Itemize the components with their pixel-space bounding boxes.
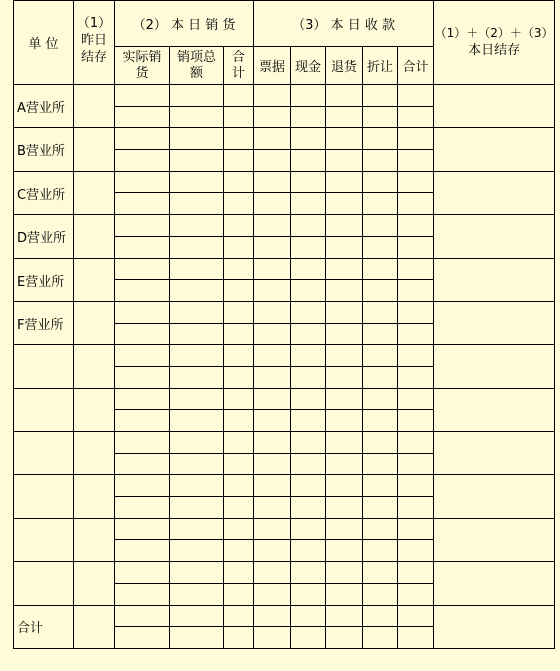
actual-sales-cell[interactable]	[115, 410, 170, 432]
unit-label-cell	[14, 432, 74, 475]
output-tax-total-cell[interactable]	[170, 540, 224, 562]
total-sales-subtotal-cell[interactable]	[224, 627, 254, 649]
output-tax-total-cell[interactable]	[170, 432, 224, 454]
yesterday-balance-cell[interactable]	[74, 85, 115, 128]
table-row	[14, 258, 555, 280]
table-row	[14, 128, 555, 150]
notes-receipt-cell[interactable]	[254, 540, 291, 562]
cash-receipt-cell[interactable]	[291, 475, 326, 497]
total-row	[14, 605, 555, 627]
notes-receipt-header: 票据	[254, 47, 291, 85]
today-balance-cell[interactable]	[434, 388, 555, 431]
total-cash-cell[interactable]	[291, 605, 326, 627]
discount-cell[interactable]	[363, 475, 398, 497]
sales-subtotal-cell[interactable]	[224, 193, 254, 215]
total-notes-cell[interactable]	[254, 627, 291, 649]
cash-receipt-cell[interactable]	[291, 497, 326, 519]
cash-receipt-cell[interactable]	[291, 540, 326, 562]
actual-sales-cell[interactable]	[115, 150, 170, 172]
unit-label-cell: E营业所	[14, 258, 74, 301]
notes-receipt-cell[interactable]	[254, 280, 291, 302]
cash-receipt-cell[interactable]	[291, 106, 326, 128]
output-tax-total-cell[interactable]	[170, 410, 224, 432]
receipts-subtotal-cell[interactable]	[398, 388, 434, 410]
returns-cell[interactable]	[326, 432, 363, 454]
receipts-subtotal-cell[interactable]	[398, 106, 434, 128]
returns-cell[interactable]	[326, 150, 363, 172]
discount-cell[interactable]	[363, 453, 398, 475]
sales-subtotal-cell[interactable]	[224, 106, 254, 128]
today-balance-cell[interactable]	[434, 215, 555, 258]
receipts-subtotal-cell[interactable]	[398, 323, 434, 345]
cash-receipt-cell[interactable]	[291, 366, 326, 388]
yesterday-balance-label: 昨日结存	[80, 33, 107, 65]
notes-receipt-cell[interactable]	[254, 171, 291, 193]
actual-sales-cell[interactable]	[115, 128, 170, 150]
table-row	[14, 388, 555, 410]
returns-cell[interactable]	[326, 453, 363, 475]
sales-subtotal-cell[interactable]	[224, 497, 254, 519]
cash-receipt-cell[interactable]	[291, 128, 326, 150]
total-actual-sales-cell[interactable]	[115, 605, 170, 627]
output-tax-total-cell[interactable]	[170, 150, 224, 172]
actual-sales-cell[interactable]	[115, 388, 170, 410]
output-tax-total-cell[interactable]	[170, 518, 224, 540]
yesterday-balance-cell[interactable]	[74, 345, 115, 388]
receipts-subtotal-cell[interactable]	[398, 301, 434, 323]
output-tax-total-cell[interactable]	[170, 583, 224, 605]
cash-receipt-cell[interactable]	[291, 345, 326, 367]
receipts-subtotal-cell[interactable]	[398, 215, 434, 237]
returns-cell[interactable]	[326, 540, 363, 562]
receipts-subtotal-cell[interactable]	[398, 258, 434, 280]
sales-subtotal-cell[interactable]	[224, 562, 254, 584]
actual-sales-cell[interactable]	[115, 475, 170, 497]
total-discount-cell[interactable]	[363, 605, 398, 627]
discount-cell[interactable]	[363, 518, 398, 540]
sales-subtotal-cell[interactable]	[224, 388, 254, 410]
cash-receipt-cell[interactable]	[291, 432, 326, 454]
discount-cell[interactable]	[363, 150, 398, 172]
discount-cell[interactable]	[363, 258, 398, 280]
yesterday-balance-cell[interactable]	[74, 301, 115, 344]
discount-cell[interactable]	[363, 562, 398, 584]
returns-cell[interactable]	[326, 171, 363, 193]
actual-sales-cell[interactable]	[115, 280, 170, 302]
total-returns-cell[interactable]	[326, 605, 363, 627]
yesterday-balance-header	[74, 1, 115, 85]
today-balance-cell[interactable]	[434, 85, 555, 128]
discount-cell[interactable]	[363, 366, 398, 388]
notes-receipt-cell[interactable]	[254, 562, 291, 584]
receipts-subtotal-cell[interactable]	[398, 497, 434, 519]
notes-receipt-cell[interactable]	[254, 388, 291, 410]
table-row	[14, 345, 555, 367]
sales-subtotal-cell[interactable]	[224, 301, 254, 323]
receipts-subtotal-cell[interactable]	[398, 280, 434, 302]
unit-label-cell	[14, 518, 74, 561]
notes-receipt-cell[interactable]	[254, 583, 291, 605]
table-row	[14, 215, 555, 237]
discount-cell[interactable]	[363, 410, 398, 432]
receipts-subtotal-cell[interactable]	[398, 518, 434, 540]
actual-sales-cell[interactable]	[115, 171, 170, 193]
returns-header: 退货	[326, 47, 363, 85]
output-tax-total-cell[interactable]	[170, 345, 224, 367]
notes-receipt-cell[interactable]	[254, 323, 291, 345]
actual-sales-cell[interactable]	[115, 193, 170, 215]
cash-receipt-cell[interactable]	[291, 562, 326, 584]
discount-header: 折让	[363, 47, 398, 85]
actual-sales-cell[interactable]	[115, 366, 170, 388]
notes-receipt-cell[interactable]	[254, 518, 291, 540]
total-cash-cell[interactable]	[291, 627, 326, 649]
actual-sales-cell[interactable]	[115, 540, 170, 562]
discount-cell[interactable]	[363, 106, 398, 128]
sales-subtotal-cell[interactable]	[224, 171, 254, 193]
cash-receipt-cell[interactable]	[291, 280, 326, 302]
output-tax-total-header: 销项总额	[170, 47, 224, 85]
receipts-subtotal-cell[interactable]	[398, 453, 434, 475]
today-balance-cell[interactable]	[434, 345, 555, 388]
cash-receipt-cell[interactable]	[291, 171, 326, 193]
receipts-subtotal-cell[interactable]	[398, 410, 434, 432]
notes-receipt-cell[interactable]	[254, 128, 291, 150]
unit-header: 单 位	[14, 1, 74, 85]
receipts-subtotal-cell[interactable]	[398, 583, 434, 605]
actual-sales-cell[interactable]	[115, 301, 170, 323]
yesterday-balance-cell[interactable]	[74, 518, 115, 561]
sales-subtotal-cell[interactable]	[224, 323, 254, 345]
cash-receipt-cell[interactable]	[291, 453, 326, 475]
returns-cell[interactable]	[326, 280, 363, 302]
yesterday-balance-cell[interactable]	[74, 128, 115, 171]
returns-cell[interactable]	[326, 236, 363, 258]
sales-subtotal-cell[interactable]	[224, 432, 254, 454]
actual-sales-cell[interactable]	[115, 583, 170, 605]
table-row	[14, 171, 555, 193]
table-row	[14, 301, 555, 323]
cash-receipt-cell[interactable]	[291, 150, 326, 172]
cash-receipt-cell[interactable]	[291, 236, 326, 258]
output-tax-total-cell[interactable]	[170, 497, 224, 519]
total-receipts-subtotal-cell[interactable]	[398, 605, 434, 627]
discount-cell[interactable]	[363, 432, 398, 454]
yesterday-balance-cell[interactable]	[74, 171, 115, 214]
notes-receipt-cell[interactable]	[254, 366, 291, 388]
cash-receipt-cell[interactable]	[291, 301, 326, 323]
yesterday-balance-cell[interactable]	[74, 562, 115, 605]
receipts-subtotal-cell[interactable]	[398, 236, 434, 258]
yesterday-balance-cell[interactable]	[74, 215, 115, 258]
discount-cell[interactable]	[363, 128, 398, 150]
discount-cell[interactable]	[363, 280, 398, 302]
sales-subtotal-cell[interactable]	[224, 583, 254, 605]
unit-label-cell	[14, 475, 74, 518]
today-balance-header	[434, 1, 555, 85]
returns-cell[interactable]	[326, 518, 363, 540]
returns-cell[interactable]	[326, 193, 363, 215]
daily-sales-ledger-table	[13, 0, 555, 649]
sales-subtotal-cell[interactable]	[224, 280, 254, 302]
sales-subtotal-header: 合计	[224, 47, 254, 85]
sales-subtotal-cell[interactable]	[224, 410, 254, 432]
total-receipts-subtotal-cell[interactable]	[398, 627, 434, 649]
cash-receipt-cell[interactable]	[291, 258, 326, 280]
actual-sales-cell[interactable]	[115, 106, 170, 128]
notes-receipt-cell[interactable]	[254, 150, 291, 172]
unit-label-cell: A营业所	[14, 85, 74, 128]
returns-cell[interactable]	[326, 128, 363, 150]
today-balance-formula: （1）＋（2）＋（3）	[434, 26, 554, 40]
notes-receipt-cell[interactable]	[254, 236, 291, 258]
returns-cell[interactable]	[326, 323, 363, 345]
receipts-subtotal-cell[interactable]	[398, 171, 434, 193]
discount-cell[interactable]	[363, 215, 398, 237]
output-tax-total-cell[interactable]	[170, 171, 224, 193]
cash-receipt-cell[interactable]	[291, 388, 326, 410]
returns-cell[interactable]	[326, 258, 363, 280]
receipts-subtotal-header: 合计	[398, 47, 434, 85]
table-row	[14, 475, 555, 497]
unit-label-cell	[14, 388, 74, 431]
output-tax-total-cell[interactable]	[170, 323, 224, 345]
actual-sales-cell[interactable]	[115, 453, 170, 475]
discount-cell[interactable]	[363, 171, 398, 193]
total-notes-cell[interactable]	[254, 605, 291, 627]
returns-cell[interactable]	[326, 497, 363, 519]
yesterday-balance-cell[interactable]	[74, 388, 115, 431]
sales-subtotal-cell[interactable]	[224, 366, 254, 388]
sales-subtotal-cell[interactable]	[224, 345, 254, 367]
table-row	[14, 85, 555, 107]
output-tax-total-cell[interactable]	[170, 215, 224, 237]
notes-receipt-cell[interactable]	[254, 106, 291, 128]
notes-receipt-cell[interactable]	[254, 85, 291, 107]
receipts-subtotal-cell[interactable]	[398, 193, 434, 215]
returns-cell[interactable]	[326, 583, 363, 605]
sales-subtotal-cell[interactable]	[224, 215, 254, 237]
sales-subtotal-cell[interactable]	[224, 85, 254, 107]
output-tax-total-cell[interactable]	[170, 193, 224, 215]
unit-label-cell	[14, 562, 74, 605]
today-receipts-header: （3） 本 日 收 款	[254, 1, 434, 47]
receipts-subtotal-cell[interactable]	[398, 345, 434, 367]
output-tax-total-cell[interactable]	[170, 128, 224, 150]
actual-sales-cell[interactable]	[115, 345, 170, 367]
discount-cell[interactable]	[363, 540, 398, 562]
cash-receipt-cell[interactable]	[291, 583, 326, 605]
sales-subtotal-cell[interactable]	[224, 453, 254, 475]
notes-receipt-cell[interactable]	[254, 301, 291, 323]
yesterday-balance-cell[interactable]	[74, 258, 115, 301]
notes-receipt-cell[interactable]	[254, 453, 291, 475]
yesterday-balance-cell[interactable]	[74, 475, 115, 518]
sales-subtotal-cell[interactable]	[224, 540, 254, 562]
today-balance-cell[interactable]	[434, 301, 555, 344]
receipts-subtotal-cell[interactable]	[398, 128, 434, 150]
table-row	[14, 432, 555, 454]
total-today-balance-cell[interactable]	[434, 605, 555, 649]
actual-sales-cell[interactable]	[115, 432, 170, 454]
unit-label-cell: B营业所	[14, 128, 74, 171]
total-yesterday-balance-cell[interactable]	[74, 605, 115, 649]
table-row	[14, 518, 555, 540]
discount-cell[interactable]	[363, 583, 398, 605]
returns-cell[interactable]	[326, 301, 363, 323]
sales-subtotal-cell[interactable]	[224, 518, 254, 540]
today-balance-label: 本日结存	[468, 43, 521, 58]
returns-cell[interactable]	[326, 366, 363, 388]
notes-receipt-cell[interactable]	[254, 475, 291, 497]
output-tax-total-cell[interactable]	[170, 106, 224, 128]
total-output-tax-cell[interactable]	[170, 605, 224, 627]
actual-sales-cell[interactable]	[115, 215, 170, 237]
receipts-subtotal-cell[interactable]	[398, 432, 434, 454]
total-returns-cell[interactable]	[326, 627, 363, 649]
actual-sales-header: 实际销货	[115, 47, 170, 85]
today-balance-cell[interactable]	[434, 128, 555, 171]
output-tax-total-cell[interactable]	[170, 453, 224, 475]
total-discount-cell[interactable]	[363, 627, 398, 649]
output-tax-total-cell[interactable]	[170, 258, 224, 280]
receipts-subtotal-cell[interactable]	[398, 366, 434, 388]
discount-cell[interactable]	[363, 388, 398, 410]
returns-cell[interactable]	[326, 345, 363, 367]
notes-receipt-cell[interactable]	[254, 215, 291, 237]
returns-cell[interactable]	[326, 106, 363, 128]
yesterday-balance-index: （1）	[76, 16, 112, 31]
sales-subtotal-cell[interactable]	[224, 236, 254, 258]
output-tax-total-cell[interactable]	[170, 280, 224, 302]
output-tax-total-cell[interactable]	[170, 366, 224, 388]
receipts-subtotal-cell[interactable]	[398, 85, 434, 107]
output-tax-total-cell[interactable]	[170, 85, 224, 107]
output-tax-total-cell[interactable]	[170, 388, 224, 410]
discount-cell[interactable]	[363, 345, 398, 367]
output-tax-total-cell[interactable]	[170, 301, 224, 323]
returns-cell[interactable]	[326, 85, 363, 107]
returns-cell[interactable]	[326, 215, 363, 237]
notes-receipt-cell[interactable]	[254, 410, 291, 432]
returns-cell[interactable]	[326, 562, 363, 584]
cash-receipt-cell[interactable]	[291, 193, 326, 215]
table-row	[14, 562, 555, 584]
returns-cell[interactable]	[326, 475, 363, 497]
notes-receipt-cell[interactable]	[254, 258, 291, 280]
notes-receipt-cell[interactable]	[254, 497, 291, 519]
today-sales-header: （2） 本 日 销 货	[115, 1, 254, 47]
cash-receipt-cell[interactable]	[291, 85, 326, 107]
output-tax-total-cell[interactable]	[170, 562, 224, 584]
today-balance-cell[interactable]	[434, 518, 555, 561]
today-balance-cell[interactable]	[434, 432, 555, 475]
discount-cell[interactable]	[363, 301, 398, 323]
receipts-subtotal-cell[interactable]	[398, 540, 434, 562]
actual-sales-cell[interactable]	[115, 236, 170, 258]
cash-receipt-cell[interactable]	[291, 215, 326, 237]
today-balance-cell[interactable]	[434, 171, 555, 214]
actual-sales-cell[interactable]	[115, 258, 170, 280]
sales-subtotal-cell[interactable]	[224, 475, 254, 497]
receipts-subtotal-cell[interactable]	[398, 562, 434, 584]
actual-sales-cell[interactable]	[115, 497, 170, 519]
unit-label-cell: D营业所	[14, 215, 74, 258]
notes-receipt-cell[interactable]	[254, 193, 291, 215]
returns-cell[interactable]	[326, 410, 363, 432]
discount-cell[interactable]	[363, 497, 398, 519]
actual-sales-cell[interactable]	[115, 85, 170, 107]
discount-cell[interactable]	[363, 85, 398, 107]
receipts-subtotal-cell[interactable]	[398, 475, 434, 497]
unit-label-cell	[14, 345, 74, 388]
today-balance-cell[interactable]	[434, 475, 555, 518]
notes-receipt-cell[interactable]	[254, 432, 291, 454]
yesterday-balance-cell[interactable]	[74, 432, 115, 475]
notes-receipt-cell[interactable]	[254, 345, 291, 367]
total-label-cell: 合计	[14, 605, 74, 649]
unit-label-cell: F营业所	[14, 301, 74, 344]
returns-cell[interactable]	[326, 388, 363, 410]
sales-subtotal-cell[interactable]	[224, 150, 254, 172]
output-tax-total-cell[interactable]	[170, 475, 224, 497]
discount-cell[interactable]	[363, 193, 398, 215]
today-balance-cell[interactable]	[434, 562, 555, 605]
cash-receipt-cell[interactable]	[291, 323, 326, 345]
today-balance-cell[interactable]	[434, 258, 555, 301]
receipts-subtotal-cell[interactable]	[398, 150, 434, 172]
discount-cell[interactable]	[363, 323, 398, 345]
sales-subtotal-cell[interactable]	[224, 258, 254, 280]
cash-receipt-header: 现金	[291, 47, 326, 85]
total-actual-sales-cell[interactable]	[115, 627, 170, 649]
discount-cell[interactable]	[363, 236, 398, 258]
output-tax-total-cell[interactable]	[170, 236, 224, 258]
total-output-tax-cell[interactable]	[170, 627, 224, 649]
unit-label-cell: C营业所	[14, 171, 74, 214]
actual-sales-cell[interactable]	[115, 562, 170, 584]
sales-subtotal-cell[interactable]	[224, 128, 254, 150]
cash-receipt-cell[interactable]	[291, 518, 326, 540]
total-sales-subtotal-cell[interactable]	[224, 605, 254, 627]
actual-sales-cell[interactable]	[115, 323, 170, 345]
cash-receipt-cell[interactable]	[291, 410, 326, 432]
actual-sales-cell[interactable]	[115, 518, 170, 540]
